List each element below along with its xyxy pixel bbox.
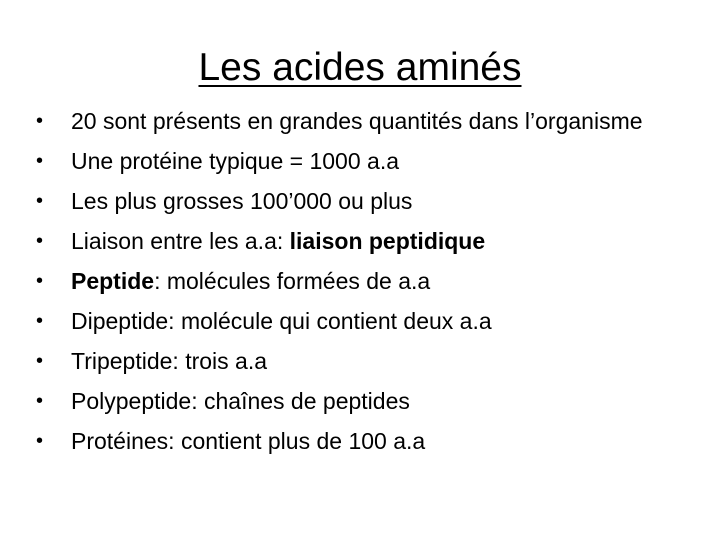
list-item (36, 386, 676, 416)
bullet-text: Dipeptide: molécule qui contient deux a.a (71, 308, 492, 334)
list-item (36, 426, 676, 456)
bullet-bold-term: liaison peptidique (289, 228, 486, 254)
bullet-icon: • (36, 230, 44, 252)
slide-title: Les acides aminés (198, 46, 522, 89)
bullet-icon: • (36, 390, 44, 412)
bullet-text: Tripeptide: trois a.a (71, 348, 268, 374)
bullet-text: Liaison entre les a.a: (71, 228, 290, 254)
list-item (36, 226, 676, 256)
bullet-text: Une protéine typique = 1000 a.a (71, 148, 399, 174)
list-item (36, 186, 676, 216)
list-item (36, 346, 676, 376)
bullet-text: Les plus grosses 100’000 ou plus (71, 188, 413, 214)
bullet-icon: • (36, 310, 44, 332)
list-item (36, 306, 676, 336)
bullet-text: Polypeptide: chaînes de peptides (71, 388, 410, 414)
list-item (36, 106, 676, 136)
bullet-text: : molécules formées de a.a (154, 268, 431, 294)
bullet-icon: • (36, 430, 44, 452)
bullet-icon: • (36, 110, 44, 132)
bullet-text: 20 sont présents en grandes quantités dans l’organisme (71, 108, 643, 134)
list-item (36, 266, 676, 296)
bullet-icon: • (36, 350, 44, 372)
bullet-list (36, 106, 676, 466)
list-item (36, 146, 676, 176)
bullet-icon: • (36, 190, 44, 212)
bullet-icon: • (36, 270, 44, 292)
bullet-icon: • (36, 150, 44, 172)
bullet-bold-term: Peptide (71, 268, 155, 294)
bullet-text: Protéines: contient plus de 100 a.a (71, 428, 426, 454)
